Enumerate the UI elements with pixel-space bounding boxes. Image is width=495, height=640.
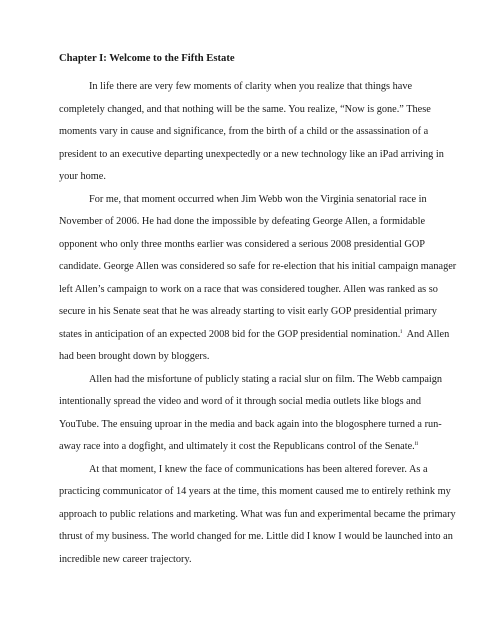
paragraph-line: candidate. George Allen was considered so safe for re-election that his initial campaign manager	[59, 261, 457, 272]
paragraph-line: completely changed, and that nothing will be the same. You realize, “Now is gone.” These	[59, 103, 431, 115]
paragraph-line-text: away race into a dogfight, and ultimately it cost the Republicans control of the Senate.	[59, 441, 415, 452]
paragraph-line: moments vary in cause and significance, from the birth of a child or the assassination of a	[59, 126, 429, 137]
paragraph-1	[59, 76, 444, 189]
paragraph-line: opponent who only three months earlier was considered a serious 2008 presidential GOP	[59, 238, 426, 250]
paragraph-line: For me, that moment occurred when Jim Webb won the Virginia senatorial race in	[89, 193, 427, 205]
paragraph-line: YouTube. The ensuing uproar in the media and back again into the blogosphere turned a run-	[59, 418, 442, 430]
paragraph-line: At that moment, I knew the face of communications has been altered forever. As a	[89, 463, 428, 475]
paragraph-line-text: states in anticipation of an expected 2008 bid for the GOP presidential nomination.	[59, 328, 401, 340]
paragraph-line: practicing communicator of 14 years at the time, this moment caused me to entirely rethink my	[59, 486, 451, 497]
paragraph-line-tail: And Allen	[402, 328, 450, 340]
paragraph-line: your home.	[59, 171, 106, 182]
chapter-title: Chapter I: Welcome to the Fifth Estate	[59, 53, 235, 64]
paragraph-line: left Allen’s campaign to work on a race that was considered tougher. Allen was ranked as so	[59, 283, 438, 295]
paragraph-line: intentionally spread the video and word of it through social media outlets like blogs and	[59, 396, 422, 407]
paragraph-line: had been brought down by bloggers.	[59, 351, 210, 362]
footnote-marker[interactable]: i	[400, 328, 403, 335]
paragraph-line: November of 2006. He had done the impossible by defeating George Allen, a formidable	[59, 216, 426, 227]
paragraph-line: In life there are very few moments of clarity when you realize that things have	[89, 81, 413, 92]
footnote-marker[interactable]: ii	[414, 441, 419, 447]
paragraph-line-with-footnote	[59, 436, 441, 459]
paragraph-line: incredible new career trajectory.	[59, 553, 192, 565]
paragraph-line: president to an executive departing unexpectedly or a new technology like an iPad arriving in	[59, 148, 444, 160]
paragraph-line-with-footnote	[59, 324, 450, 347]
paragraph-line: Allen had the misfortune of publicly stating a racial slur on film. The Webb campaign	[89, 373, 443, 385]
paragraph-line: secure in his Senate seat that he was already starting to visit early GOP presidential primary	[59, 306, 437, 317]
paragraph-3	[59, 369, 441, 459]
paragraph-4	[59, 459, 456, 572]
paragraph-line: approach to public relations and marketing. What was fun and experimental became the primary	[59, 508, 456, 520]
paragraph-line: thrust of my business. The world changed for me. Little did I know I would be launched into an	[59, 531, 453, 542]
page-body	[59, 52, 457, 571]
paragraph-2	[59, 189, 457, 369]
